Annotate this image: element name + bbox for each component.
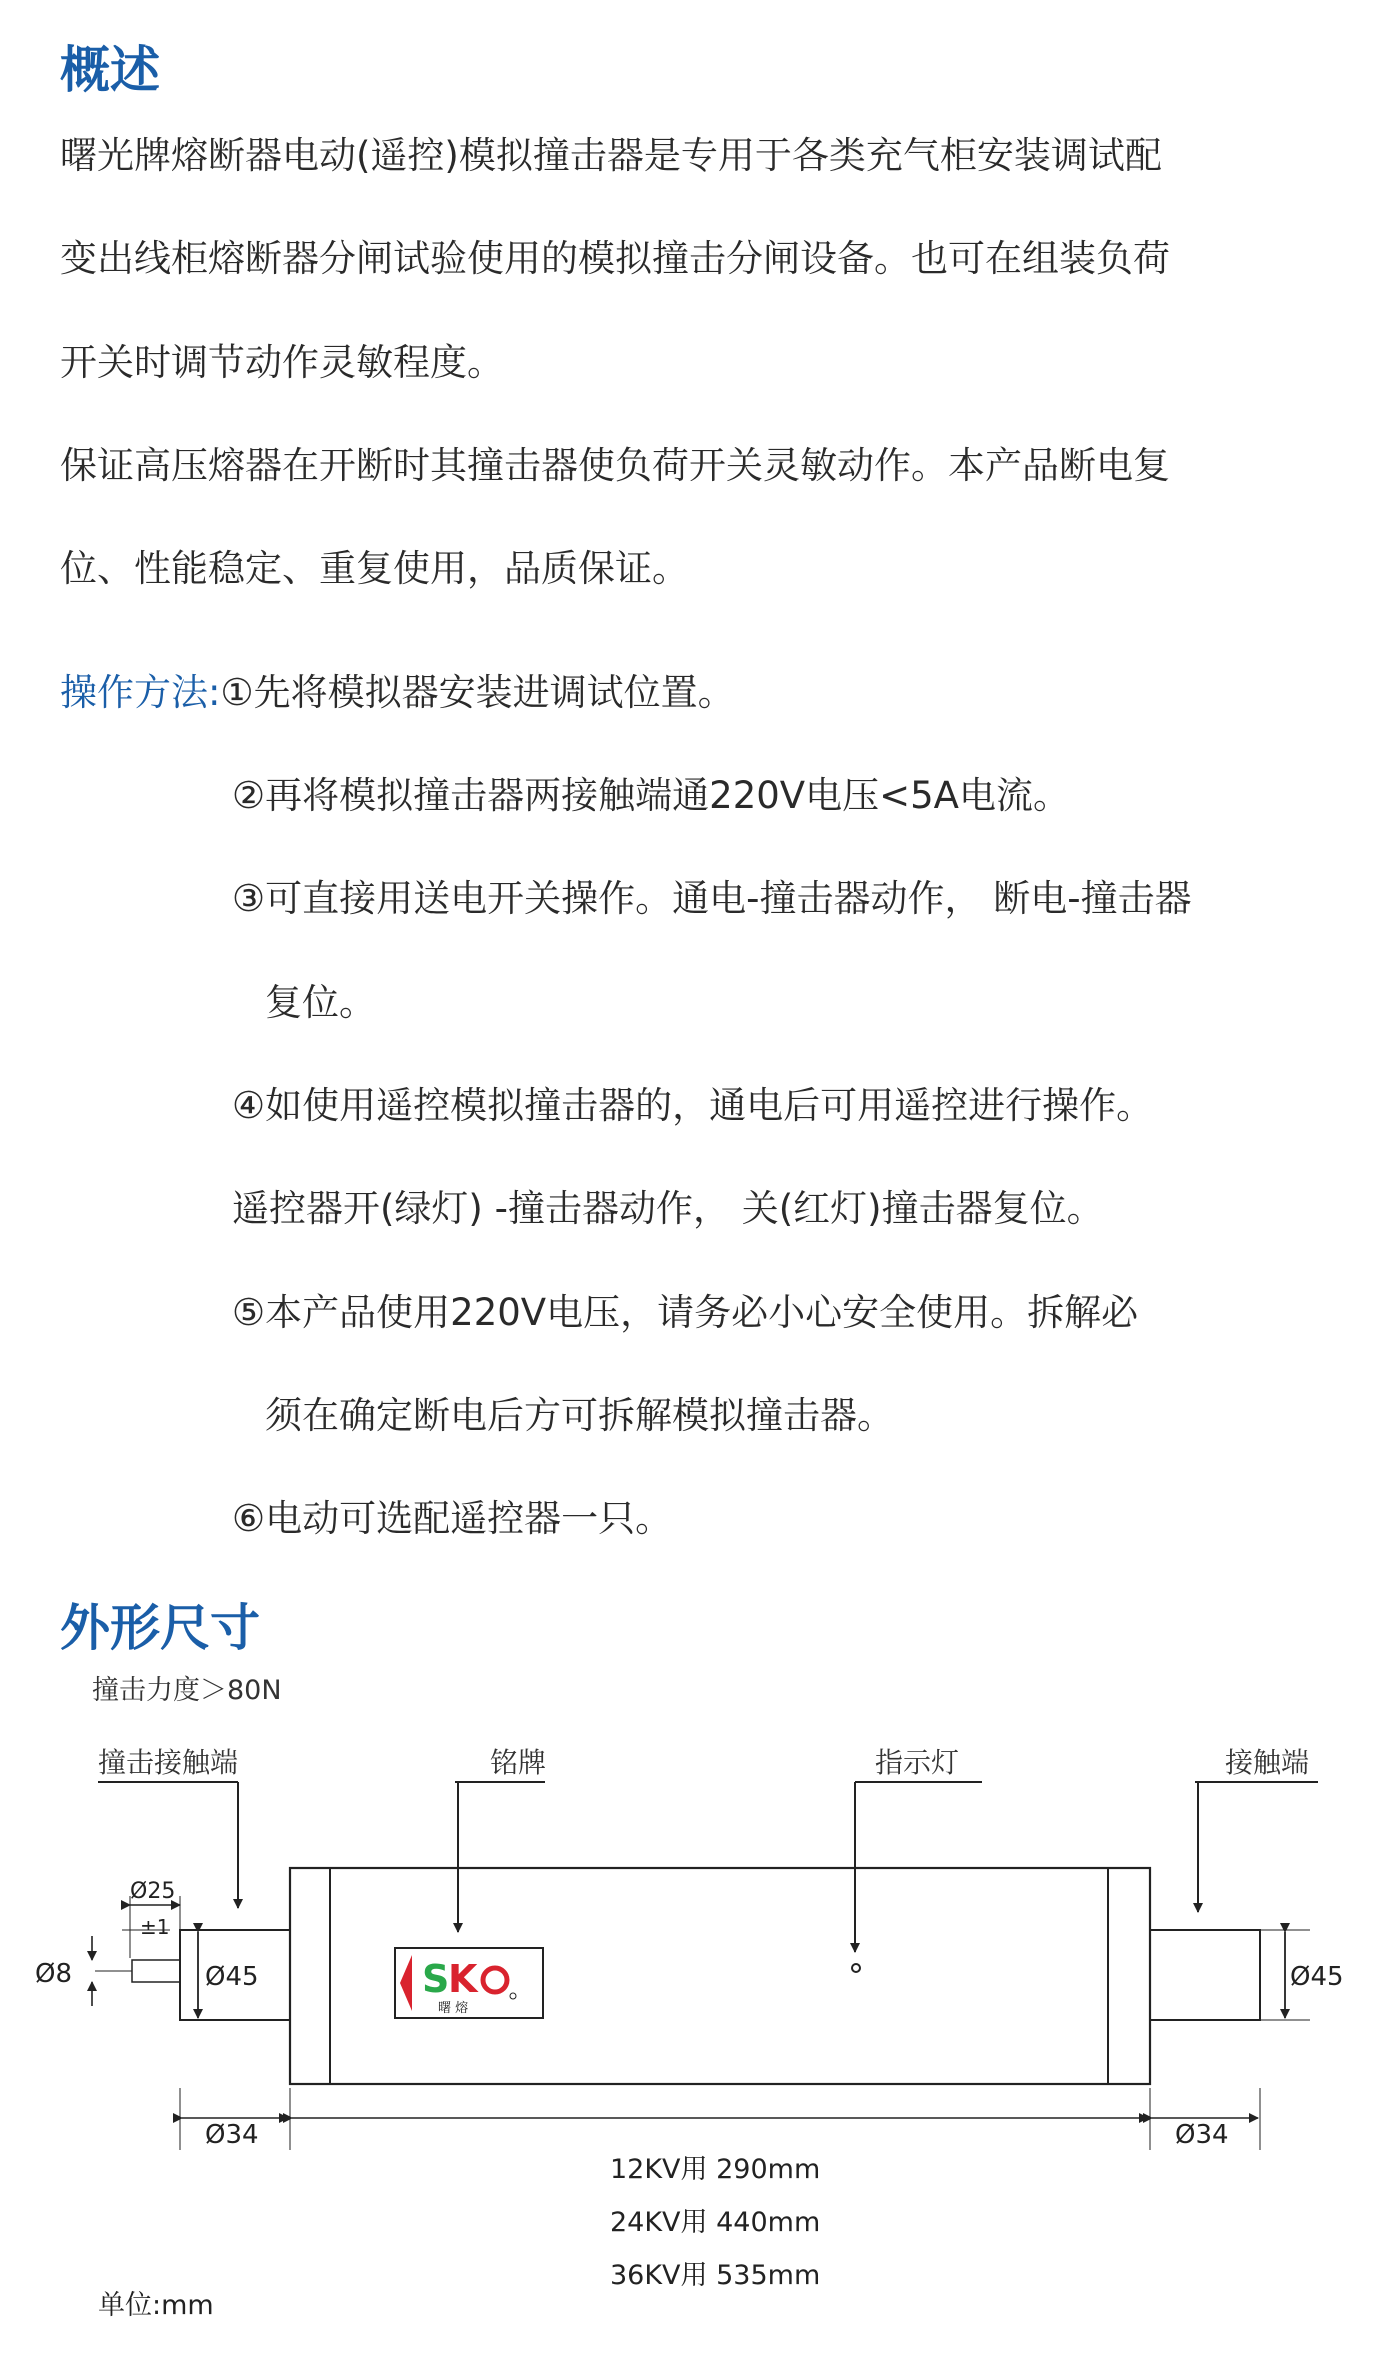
operation-step-3: ③可直接用送电开关操作。通电-撞击器动作， 断电-撞击器 bbox=[232, 877, 1192, 920]
overview-line-5: 位、性能稳定、重复使用，品质保证。 bbox=[60, 547, 689, 590]
operation-step-3-cont: 复位。 bbox=[265, 981, 376, 1024]
overview-line-4: 保证高压熔器在开断时其撞击器使负荷开关灵敏动作。本产品断电复 bbox=[60, 444, 1170, 487]
indicator-lamp bbox=[852, 1964, 860, 1972]
length-12kv: 12KV用 290mm bbox=[610, 2154, 821, 2185]
dim-d8: Ø8 bbox=[35, 1959, 73, 1989]
dim-d25: Ø25 bbox=[130, 1879, 176, 1904]
label-contact: 接触端 bbox=[1225, 1746, 1310, 1779]
svg-text:S: S bbox=[422, 1957, 450, 2001]
operation-step-5: ⑤本产品使用220V电压，请务必小心安全使用。拆解必 bbox=[232, 1291, 1139, 1334]
force-spec: 撞击力度＞80N bbox=[92, 1675, 282, 1706]
length-36kv: 36KV用 535mm bbox=[610, 2260, 821, 2291]
operation-step-6: ⑥电动可选配遥控器一只。 bbox=[232, 1497, 673, 1540]
dim-d34-right: Ø34 bbox=[1175, 2120, 1229, 2150]
operation-step-5-cont: 须在确定断电后方可拆解模拟撞击器。 bbox=[265, 1394, 894, 1437]
operation-step-4-cont: 遥控器开(绿灯) -撞击器动作， 关(红灯)撞击器复位。 bbox=[232, 1187, 1104, 1230]
overview-line-1: 曙光牌熔断器电动(遥控)模拟撞击器是专用于各类充气柜安装调试配 bbox=[60, 134, 1162, 177]
overview-title: 概述 bbox=[60, 41, 160, 99]
svg-text:K: K bbox=[448, 1957, 478, 2001]
unit-label: 单位:mm bbox=[98, 2290, 214, 2321]
length-24kv: 24KV用 440mm bbox=[610, 2207, 821, 2238]
label-striker-contact: 撞击接触端 bbox=[98, 1746, 239, 1779]
dimension-drawing bbox=[0, 1720, 1400, 2355]
operation-label: 操作方法: bbox=[60, 671, 221, 714]
operation-step-2: ②再将模拟撞击器两接触端通220V电压<5A电流。 bbox=[232, 774, 1070, 817]
label-nameplate: 铭牌 bbox=[490, 1746, 547, 1779]
nameplate-logo bbox=[395, 1948, 543, 2018]
dim-pm1: ±1 bbox=[140, 1915, 170, 1939]
overview-line-3: 开关时调节动作灵敏程度。 bbox=[60, 341, 504, 384]
dimensions-title: 外形尺寸 bbox=[60, 1599, 260, 1657]
operation-row-1 bbox=[60, 662, 735, 716]
logo-text: 曙 熔 bbox=[438, 2001, 469, 2016]
operation-step-1: ①先将模拟器安装进调试位置。 bbox=[220, 671, 735, 714]
label-indicator: 指示灯 bbox=[875, 1746, 960, 1779]
overview-line-2: 变出线柜熔断器分闸试验使用的模拟撞击分闸设备。也可在组装负荷 bbox=[60, 237, 1170, 280]
operation-step-4: ④如使用遥控模拟撞击器的，通电后可用遥控进行操作。 bbox=[232, 1084, 1154, 1127]
dim-d45-right: Ø45 bbox=[1290, 1962, 1344, 1992]
dim-d34-left: Ø34 bbox=[205, 2120, 259, 2150]
dim-d45-left: Ø45 bbox=[205, 1962, 259, 1992]
